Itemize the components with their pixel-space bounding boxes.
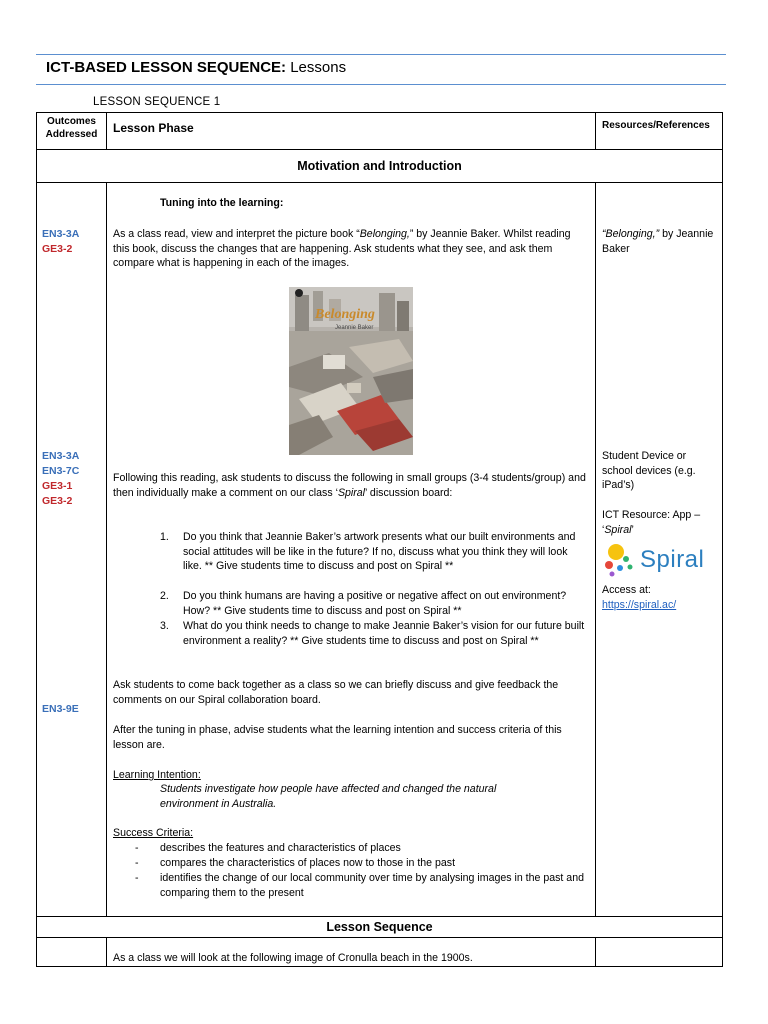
cronulla-paragraph: As a class we will look at the following image of Cronulla beach in the 1900s.: [113, 952, 473, 964]
success-criteria-heading: Success Criteria:: [113, 827, 194, 839]
question-2-text: Do you think humans are having a positive or negative affect on out environment? How? ** Give students time to discuss and post on Spiral **: [183, 590, 567, 617]
page-title: ICT-BASED LESSON SEQUENCE: Lessons: [46, 59, 347, 76]
sequence-outcomes-cell: [37, 938, 107, 967]
criteria-3-dash: -: [135, 872, 139, 884]
book-reference: “Belonging,” by Jeannie Baker: [602, 228, 714, 255]
outcome-group-3: EN3-9E: [42, 703, 79, 715]
question-3-number: 3.: [160, 620, 169, 632]
ict-resource: ICT Resource: App – ‘Spiral’: [602, 509, 701, 536]
criteria-2-text: compares the characteristics of places now to those in the past: [160, 857, 456, 869]
section-row-motivation: [37, 150, 723, 183]
table-header-row: [37, 113, 723, 150]
spiral-link[interactable]: https://spiral.ac/: [602, 599, 677, 611]
section-motivation-title: Motivation and Introduction: [37, 150, 723, 183]
lesson-table: [36, 112, 723, 967]
section-row-lesson-sequence: [37, 917, 723, 938]
book-cover-title: Belonging: [315, 307, 375, 322]
learning-intention-heading: Learning Intention:: [113, 769, 201, 781]
question-1-number: 1.: [160, 531, 169, 543]
spiral-logo-text: Spiral: [640, 546, 705, 573]
resources-cell: [596, 183, 723, 917]
come-back-paragraph: Ask students to come back together as a class so we can briefly discuss and give feedback the comments on our Spiral collaboration board.: [113, 679, 559, 706]
lesson-sequence-row: [37, 938, 723, 967]
criteria-1-dash: -: [135, 842, 139, 854]
lesson-sequence-heading: LESSON SEQUENCE 1: [93, 96, 221, 108]
question-1-text: Do you think that Jeannie Baker’s artwork presents what our built environments and social attitudes will be like in the future? If no, discuss what you think they will look like. ** Give students time to discuss and post on Spiral **: [183, 531, 576, 573]
outcomes-cell: [37, 183, 107, 917]
after-tuning-paragraph: After the tuning in phase, advise students what the learning intention and success criteria of this lesson are.: [113, 724, 562, 751]
criteria-3-text: identifies the change of our local community over time by analysing images in the past and comparing them to the present: [160, 872, 584, 899]
device-resource: Student Device or school devices (e.g. iPad’s): [602, 450, 696, 492]
section-lesson-sequence-title: Lesson Sequence: [37, 917, 723, 938]
spiral-dots-icon: [602, 543, 642, 579]
question-2-number: 2.: [160, 590, 169, 602]
top-rule: [36, 54, 726, 55]
sequence-phase-cell: [107, 938, 596, 967]
following-paragraph: Following this reading, ask students to discuss the following in small groups (3-4 students/group) and then individually make a comment on our class ‘Spiral’ discussion board:: [113, 472, 586, 499]
learning-intention-text: Students investigate how people have affected and changed the natural environment in Australia.: [160, 783, 497, 810]
book-cover-author: Jeannie Baker: [335, 325, 374, 331]
belonging-book-cover: [289, 287, 413, 455]
title-underline-rule: [36, 84, 726, 85]
sequence-resources-cell: [596, 938, 723, 967]
outcome-group-1: EN3-3A GE3-2: [42, 228, 80, 255]
intro-paragraph: As a class read, view and interpret the picture book “Belonging,” by Jeannie Baker. Whilst reading this book, discuss the changes that are happening. Ask students what they see, and ask them compare what is happening in each of the images.: [113, 228, 571, 270]
criteria-2-dash: -: [135, 857, 139, 869]
access-label: Access at:: [602, 584, 651, 596]
header-lesson-phase: Lesson Phase: [107, 113, 596, 150]
outcome-group-2: EN3-3A EN3-7C GE3-1 GE3-2: [42, 450, 80, 507]
spiral-logo: [602, 543, 718, 579]
header-outcomes: Outcomes Addressed: [37, 113, 107, 150]
motivation-content-row: [37, 183, 723, 917]
header-resources: Resources/References: [596, 113, 723, 150]
tuning-heading: Tuning into the learning:: [160, 197, 284, 209]
question-3-text: What do you think needs to change to make Jeannie Baker’s vision for our future built environment a reality? ** Give students time to discuss and post on Spiral **: [183, 620, 585, 647]
lesson-phase-cell: [107, 183, 596, 917]
criteria-1-text: describes the features and characteristics of places: [160, 842, 401, 854]
